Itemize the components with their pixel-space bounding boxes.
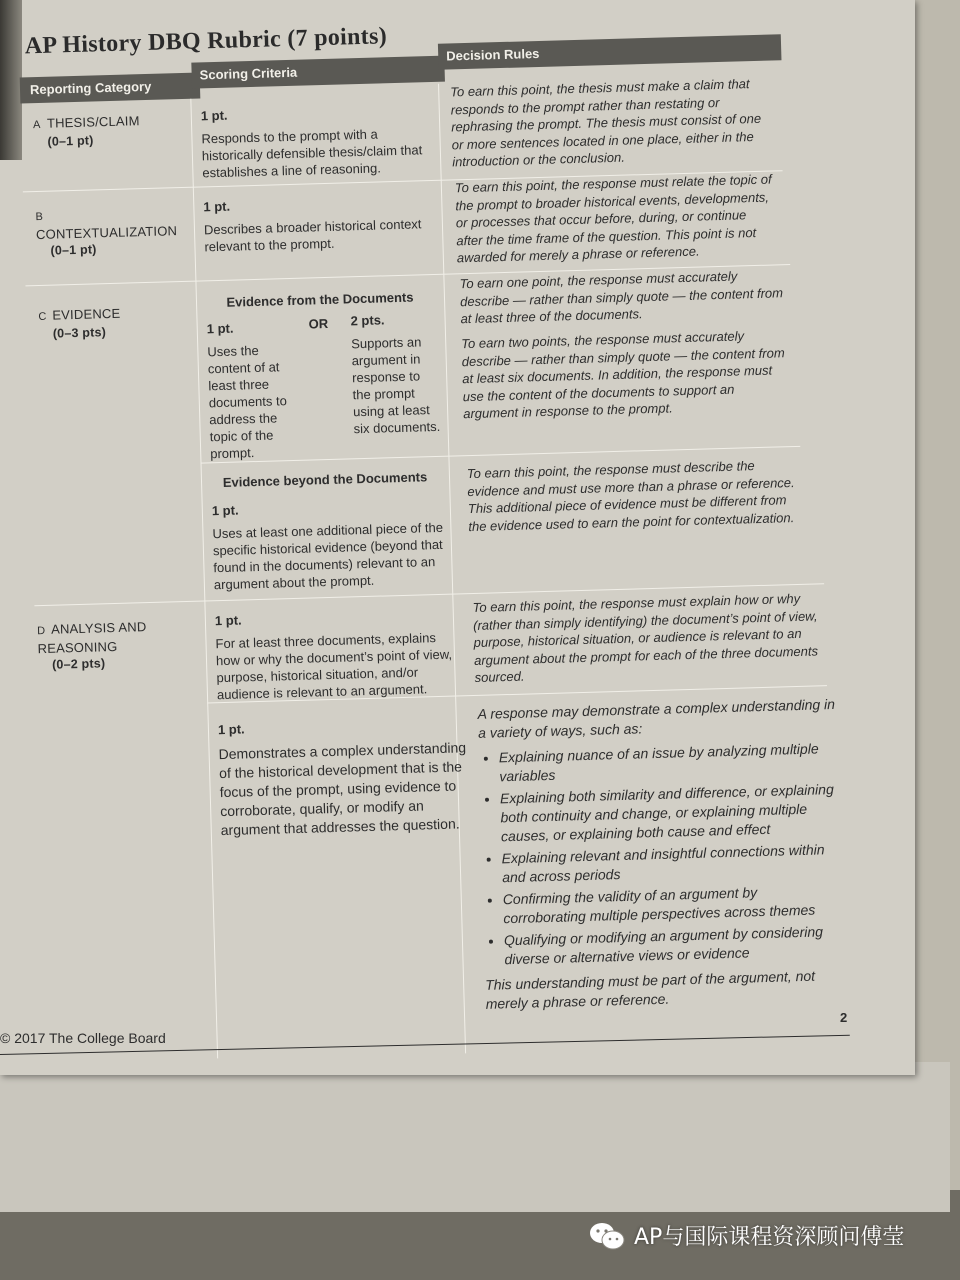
criteria-evidence-beyond: 1 pt. Uses at least one additional piece of the specific historical evidence (beyond that found in the documents) relevant to an argument about the prompt. xyxy=(211,502,444,593)
rule-contextualization: To earn this point, the response must relate the topic of the prompt to broader historical events, developments, or processes that occur before, during, or continue after the time frame of the question. This point is not awarded for merely a phrase or reference. xyxy=(454,171,772,266)
rule-evidence-beyond: To earn this point, the response must describe the evidence and must use more than a phrase or reference. This additional piece of evidence must be different from the evidence used to earn the point for contextualization. xyxy=(466,458,795,534)
header-scoring-criteria: Scoring Criteria xyxy=(191,56,445,89)
watermark xyxy=(588,1220,904,1251)
list-item: • Explaining both similarity and difference, or explaining both continuity and change, or explaining multiple causes, or explaining both cause and effect xyxy=(500,780,841,846)
criteria-analysis-complexity: 1 pt. Demonstrates a complex understanding of the historical development that is the focus of the prompt, using evidence to corroborate, qualify, or modify an argument that addresses the question. xyxy=(217,721,467,839)
page-number: 2 xyxy=(840,1010,848,1025)
criteria-analysis-sourcing: 1 pt. For at least three documents, explains how or why the document’s point of view, purpose, historical situation, and/or audience is relevant to an argument. xyxy=(214,612,453,703)
category-evidence: C EVIDENCE (0–3 pts) xyxy=(38,305,121,341)
rule-analysis-sourcing: To earn this point, the response must explain how or why (rather than simply identifying) the document’s point of view, purpose, historical situation, or audience is relevant to an argument about the prompt for each of the three documents sourced. xyxy=(472,590,819,686)
list-item: • Explaining nuance of an issue by analyzing multiple variables xyxy=(499,739,840,786)
header-decision-rules: Decision Rules xyxy=(438,34,782,70)
watermark-text: AP与国际课程资深顾问傅莹 xyxy=(634,1225,905,1250)
criteria-contextualization: 1 pt. Describes a broader historical context relevant to the prompt. xyxy=(203,198,422,255)
list-item: • Confirming the validity of an argument by corroborating multiple perspectives across themes xyxy=(503,881,844,928)
category-analysis: D ANALYSIS AND REASONING (0–2 pts) xyxy=(36,619,147,672)
evidence-beyond-heading: Evidence beyond the Documents xyxy=(222,469,428,490)
criteria-evidence-two: 2 pts. Supports an argument in response to the prompt using at least six documents. xyxy=(350,312,441,437)
header-reporting-category: Reporting Category xyxy=(20,72,201,103)
list-item: • Qualifying or modifying an argument by considering diverse or alternative views or evidence xyxy=(504,922,845,969)
copyright-footer: © 2017 The College Board xyxy=(0,1030,166,1046)
rule-evidence-one: To earn one point, the response must accurately describe — rather than simply quote — the content from at least three of the documents. xyxy=(459,268,784,327)
binder-spine xyxy=(0,0,22,160)
complexity-examples-list xyxy=(479,739,845,970)
criteria-thesis: 1 pt. Responds to the prompt with a historically defensible thesis/claim that establishes a line of reasoning. xyxy=(200,107,423,181)
evidence-or: OR xyxy=(308,315,329,332)
category-contextualization: BCONTEXTUALIZATION (0–1 pt) xyxy=(35,210,178,258)
category-thesis: A THESIS/CLAIM (0–1 pt) xyxy=(32,113,140,149)
criteria-evidence-one: 1 pt. Uses the content of at least three documents to address the topic of the prompt. xyxy=(206,320,288,462)
evidence-documents-heading: Evidence from the Documents xyxy=(226,289,414,310)
page-bottom-margin xyxy=(0,1062,950,1212)
rule-thesis: To earn this point, the thesis must make a claim that responds to the prompt rather than restating or rephrasing the prompt. The thesis must consist of one or more sentences located in one place, either in the introduction or the conclusion. xyxy=(450,76,762,170)
list-item: • Explaining relevant and insightful connections within and across periods xyxy=(501,840,842,887)
rule-analysis-complexity: A response may demonstrate a complex understanding in a variety of ways, such as: • Explaining nuance of an issue by analyzing multiple variables • Explaining both similarity and difference, or explaining both continuity and change, or explaining multiple causes, or explaining both cause and effect • Explaining relevant and insightful connections within and across periods • Confirming the validity of an argument by corroborating multiple perspectives across themes • Qualifying or modifying an argument by considering diverse or alternative views or evidence This understanding must be part of the argument, not merely a phrase or reference. xyxy=(477,695,845,1014)
wechat-icon xyxy=(588,1221,626,1251)
page-title: AP History DBQ Rubric (7 points) xyxy=(24,23,388,60)
rule-evidence-two: To earn two points, the response must accurately describe — rather than simply quote — the content from at least six documents. In addition, the response must use the content of the documents to support an argument in response to the prompt. xyxy=(461,328,785,422)
